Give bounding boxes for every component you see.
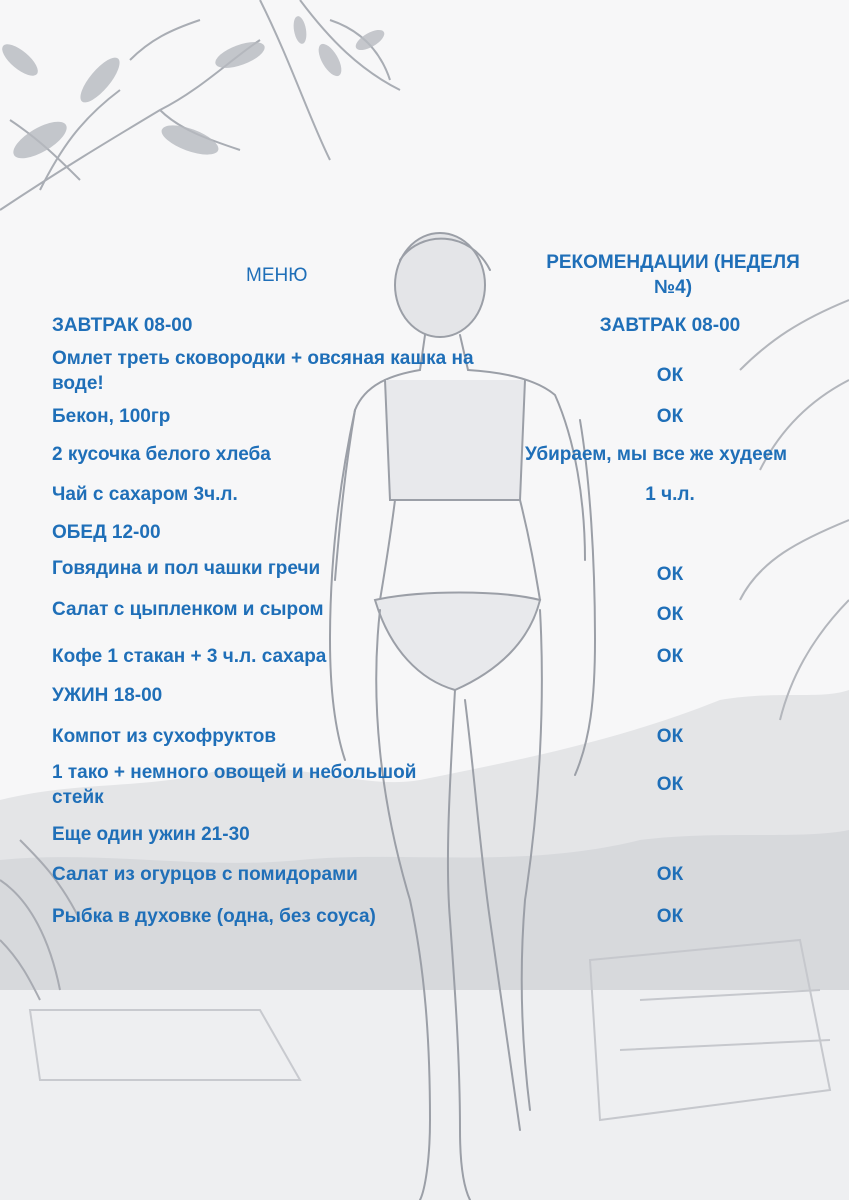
row-left-cucumber-salad: Салат из огурцов с помидорами [52,864,358,885]
row-left-tea: Чай с сахаром 3ч.л. [52,484,238,505]
row-left-salad-chicken: Салат с цыпленком и сыром [52,599,324,620]
row-right-omelet: ОК [656,365,684,386]
row-right-taco: ОК [656,774,684,795]
row-left-breakfast-heading: ЗАВТРАК 08-00 [52,315,193,336]
row-left-beef: Говядина и пол чашки гречи [52,558,321,579]
row-left-bread: 2 кусочка белого хлеба [52,444,271,465]
row-right-cucumber-salad: ОК [656,864,684,885]
row-right-beef: ОК [656,564,684,585]
row-left-dinner-heading: УЖИН 18-00 [52,685,163,706]
row-right-bacon: ОК [656,406,684,427]
row-right-breakfast-heading: ЗАВТРАК 08-00 [599,315,741,336]
row-right-compote: ОК [656,726,684,747]
row-right-coffee: ОК [656,646,684,667]
row-left-compote: Компот из сухофруктов [52,726,277,747]
row-left-lunch-heading: ОБЕД 12-00 [52,522,161,543]
recommendations-header: РЕКОМЕНДАЦИИ (НЕДЕЛЯ №4) [546,252,800,298]
row-left-late-dinner-heading: Еще один ужин 21-30 [52,824,250,845]
row-right-salad-chicken: ОК [656,604,684,625]
row-left-bacon: Бекон, 100гр [52,406,171,427]
row-right-fish: ОК [656,906,684,927]
row-left-fish: Рыбка в духовке (одна, без соуса) [52,906,376,927]
row-left-coffee: Кофе 1 стакан + 3 ч.л. сахара [52,646,327,667]
row-right-tea: 1 ч.л. [645,484,695,505]
menu-header: МЕНЮ [246,265,308,286]
row-left-taco: 1 тако + немного овощей и небольшой стейк [52,762,417,808]
row-left-omelet: Омлет треть сковородки + овсяная кашка на воде! [52,348,474,394]
row-right-bread: Убираем, мы все же худеем [525,444,788,465]
